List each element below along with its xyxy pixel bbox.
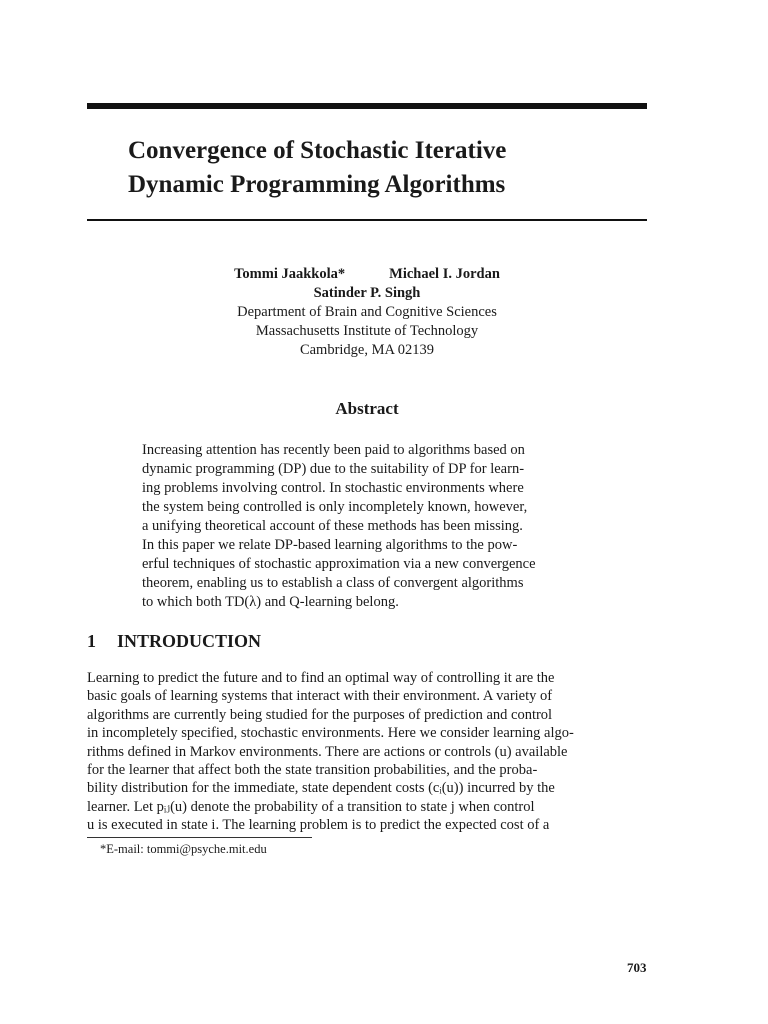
abstract-line: to which both TD(λ) and Q-learning belong. [142,594,399,610]
body-line: learner. Let pᵢⱼ(u) denote the probability of a transition to state j when control [87,798,535,815]
author-name: Michael I. Jordan [389,266,500,282]
title-top-rule [87,103,647,109]
body-line: basic goals of learning systems that interact with their environment. A variety of [87,688,553,705]
affiliation-line: Department of Brain and Cognitive Sciences [237,304,497,320]
abstract-line: the system being controlled is only incompletely known, however, [142,499,528,515]
abstract-body [142,441,596,612]
section-heading [87,631,261,652]
abstract-line: theorem, enabling us to establish a class of convergent algorithms [142,575,524,591]
body-line: rithms defined in Markov environments. There are actions or controls (u) available [87,743,568,760]
abstract-line: dynamic programming (DP) due to the suitability of DP for learn- [142,461,525,477]
author-row [0,265,734,284]
title-bottom-rule [87,219,647,221]
body-line: u is executed in state i. The learning problem is to predict the expected cost of a [87,817,550,834]
body-line: algorithms are currently being studied for the purposes of prediction and control [87,706,553,723]
paper-title [128,134,648,202]
abstract-line: a unifying theoretical account of these methods has been missing. [142,518,523,534]
page-number: 703 [627,960,647,975]
body-line: Learning to predict the future and to find an optimal way of controlling it are the [87,670,555,686]
introduction-body [87,669,651,835]
body-line: in incompletely specified, stochastic environments. Here we consider learning algo- [87,725,574,742]
footnote: *E-mail: tommi@psyche.mit.edu [100,842,267,856]
affiliation-line: Cambridge, MA 02139 [299,342,435,358]
title-line: Dynamic Programming Algorithms [128,171,506,198]
abstract-heading: Abstract [335,399,399,418]
author-row [0,284,734,303]
abstract-line: erful techniques of stochastic approximation via a new convergence [142,556,536,572]
body-line: bility distribution for the immediate, state dependent costs (cᵢ(u)) incurred by the [87,780,555,797]
abstract-line: Increasing attention has recently been paid to algorithms based on [142,442,525,458]
abstract-line: In this paper we relate DP-based learning algorithms to the pow- [142,537,518,553]
section-number: 1 [87,631,96,651]
body-line: for the learner that affect both the state transition probabilities, and the proba- [87,762,538,779]
footnote-rule [87,837,312,838]
abstract-line: ing problems involving control. In stochastic environments where [142,480,524,496]
author-name: Satinder P. Singh [313,285,421,301]
section-title: INTRODUCTION [117,631,262,651]
author-block [0,265,734,360]
title-line: Convergence of Stochastic Iterative [128,137,507,164]
affiliation-line: Massachusetts Institute of Technology [255,323,479,339]
author-name: Tommi Jaakkola* [234,266,346,282]
